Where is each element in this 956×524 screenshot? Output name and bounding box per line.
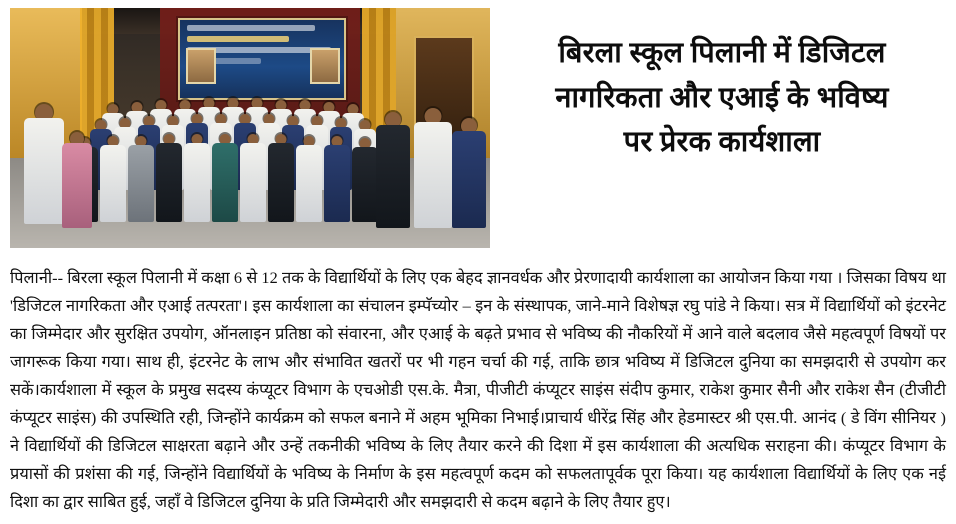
group-of-people: [10, 8, 490, 248]
photo-scene: [10, 8, 490, 248]
person: [376, 112, 410, 228]
person: [212, 134, 238, 222]
person: [268, 134, 294, 222]
person: [352, 138, 378, 222]
headline-line-1: बिरला स्कूल पिलानी में डिजिटल: [558, 37, 886, 70]
person: [240, 134, 266, 222]
person: [296, 136, 322, 222]
person: [184, 134, 210, 222]
person: [156, 134, 182, 222]
page-title: [504, 31, 940, 163]
person: [100, 136, 126, 222]
header-row: [10, 8, 946, 256]
person: [128, 136, 154, 222]
headline-line-2: नागरिकता और एआई के भविष्य: [555, 81, 889, 114]
person: [324, 136, 350, 222]
person: [24, 104, 64, 224]
event-photograph: [10, 8, 490, 248]
person: [414, 108, 452, 228]
headline-line-3: पर प्रेरक कार्यशाला: [623, 125, 821, 158]
person: [452, 118, 486, 228]
person: [62, 132, 92, 228]
headline-column: [504, 8, 946, 183]
article-paragraph: पिलानी-- बिरला स्कूल पिलानी में कक्षा 6 से 12 तक के विद्यार्थियों के लिए एक बेहद ज्ञानवर्धक और प्रेरणादायी कार्यशाला का आयोजन किया गया । जिसका विषय था 'डिजिटल नागरिकता और एआई तत्परता'। इस कार्यशाला का संचालन इम्पॅच्योर – इन के संस्थापक, जाने-माने विशेषज्ञ रघु पांडे ने किया। सत्र में विद्यार्थियों को इंटरनेट का जिम्मेदार और सुरक्षित उपयोग, ऑनलाइन प्रतिष्ठा को संवारना, और एआई के बढ़ते प्रभाव से भविष्य की नौकरियों में आने वाले बदलाव जैसे महत्वपूर्ण विषयों पर जागरूक किया गया। साथ ही, इंटरनेट के लाभ और संभावित खतरों पर भी गहन चर्चा की गई, ताकि छात्र भविष्य में डिजिटल दुनिया का समझदारी से उपयोग कर सकें।कार्यशाला में स्कूल के प्रमुख सदस्य कंप्यूटर विभाग के एचओडी एस.के. मैत्रा, पीजीटी कंप्यूटर साइंस संदीप कुमार, राकेश कुमार सैनी और राकेश सैन (टीजीटी कंप्यूटर साइंस) की उपस्थिति रही, जिन्होंने कार्यक्रम को सफल बनाने में अहम भूमिका निभाई।प्राचार्य धीरेंद्र सिंह और हेडमास्टर श्री एस.पी. आनंद ( डे विंग सीनियर ) ने विद्यार्थियों की डिजिटल साक्षरता बढ़ाने और उन्हें तकनीकी भविष्य के लिए तैयार करने की दिशा में इस कार्यशाला की अत्यधिक सराहना की। कंप्यूटर विभाग के प्रयासों की प्रशंसा की गई, जिन्होंने विद्यार्थियों के भविष्य के निर्माण के इस महत्वपूर्ण कदम को सफलतापूर्वक पूरा किया। यह कार्यशाला विद्यार्थियों के लिए एक नई दिशा का द्वार साबित हुई, जहाँ वे डिजिटल दुनिया के प्रति जिम्मेदारी और समझदारी से कदम बढ़ाने के लिए तैयार हुए।: [10, 268, 946, 512]
article-body: [10, 264, 946, 516]
